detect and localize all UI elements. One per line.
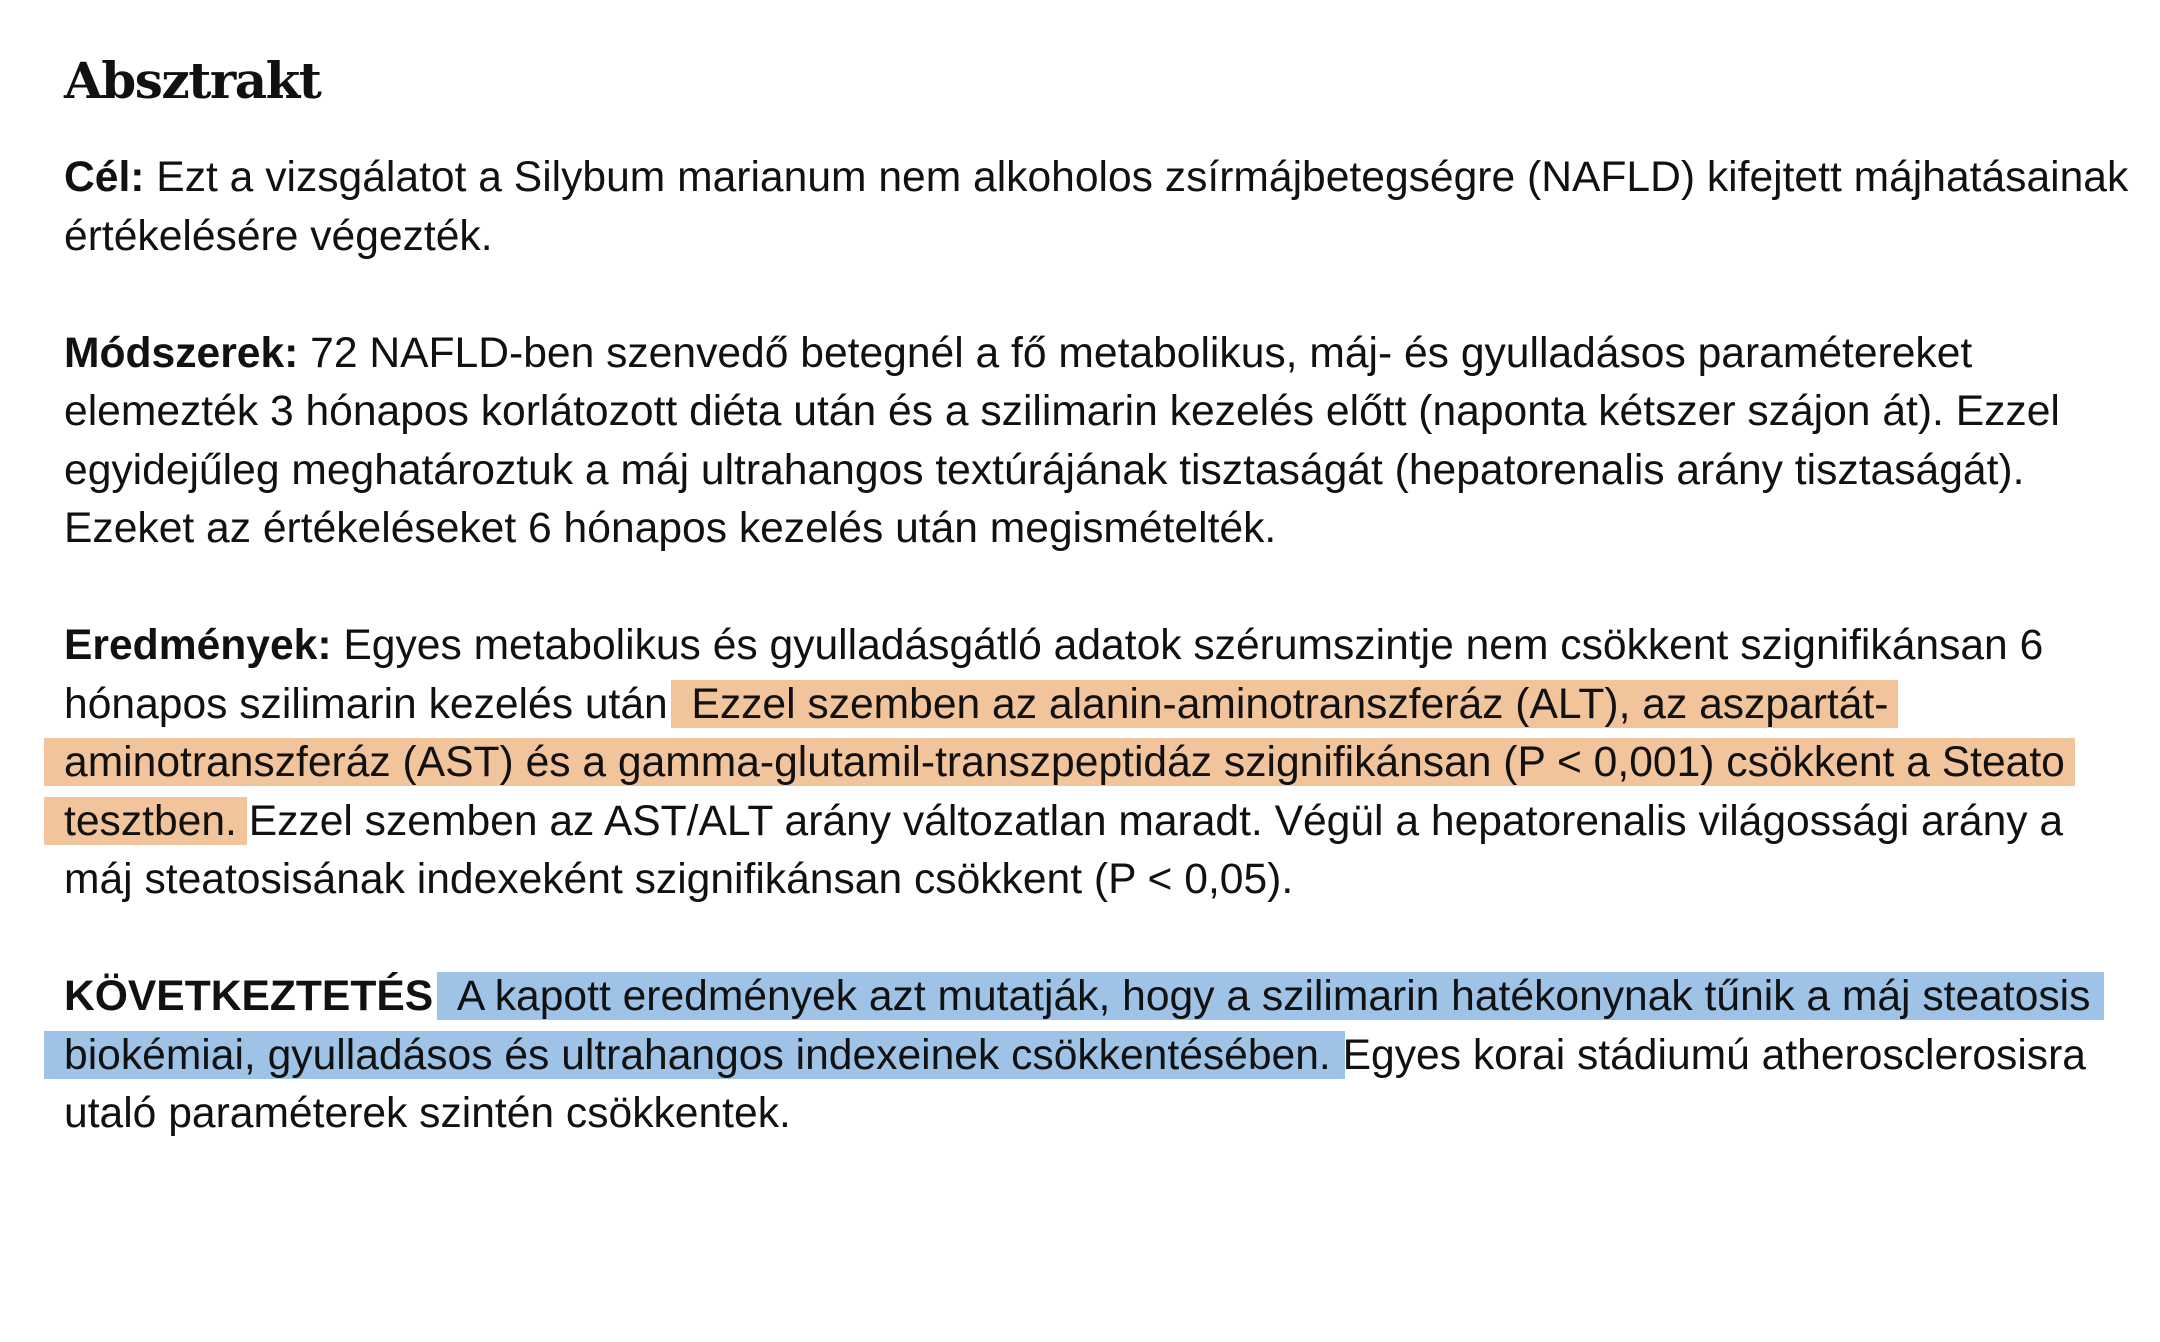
objective-paragraph	[64, 148, 2134, 265]
methods-text: 72 NAFLD-ben szenvedő betegnél a fő metabolikus, máj- és gyulladásos paramétereket elemezték 3 hónapos korlátozott diéta után és a szilimarin kezelés előtt (naponta kétszer szájon át). Ezzel egyidejűleg meghatároztuk a máj ultrahangos textúrájának tisztaságát (hepatorenalis arány tisztaságát). Ezeket az értékeléseket 6 hónapos kezelés után megismételték.	[64, 328, 2060, 552]
conclusion-highlight: A kapott eredmények azt mutatják, hogy a szilimarin hatékonynak tűnik a máj steatosis biokémiai, gyulladásos és ultrahangos indexeinek csökkentésében.	[64, 972, 2091, 1079]
abstract-heading: Absztrakt	[64, 51, 321, 110]
results-text-after: Ezzel szemben az AST/ALT arány változatlan maradt. Végül a hepatorenalis világossági arány a máj steatosisának indexeként szignifikánsan csökkent (P < 0,05).	[64, 796, 2064, 903]
results-highlight: Ezzel szemben az alanin-aminotranszferáz (ALT), az aszpartát-aminotranszferáz (AST) és a gamma-glutamil-transzpeptidáz szignifikánsan (P < 0,001) csökkent a Steato tesztben.	[64, 679, 2065, 845]
abstract-document	[64, 48, 2134, 1201]
objective-label: Cél:	[64, 153, 145, 201]
conclusion-label: KÖVETKEZTETÉS:	[64, 972, 448, 1020]
results-label: Eredmények:	[64, 621, 332, 669]
methods-label: Módszerek:	[64, 328, 299, 377]
results-text-before: Egyes metabolikus és gyulladásgátló adatok szérumszintje nem csökkent szignifikánsan 6 hónapos szilimarin kezelés után.	[64, 621, 2044, 728]
conclusion-text-before	[447, 972, 456, 1020]
conclusion-text-after: Egyes korai stádiumú atherosclerosisra utaló paraméterek szintén csökkentek.	[64, 1030, 2086, 1137]
methods-paragraph	[64, 324, 2134, 558]
results-paragraph	[64, 616, 2134, 909]
conclusion-paragraph	[64, 967, 2134, 1143]
objective-text: Ezt a vizsgálatot a Silybum marianum nem alkoholos zsírmájbetegségre (NAFLD) kifejtett májhatásainak értékelésére végezték.	[64, 153, 2129, 260]
